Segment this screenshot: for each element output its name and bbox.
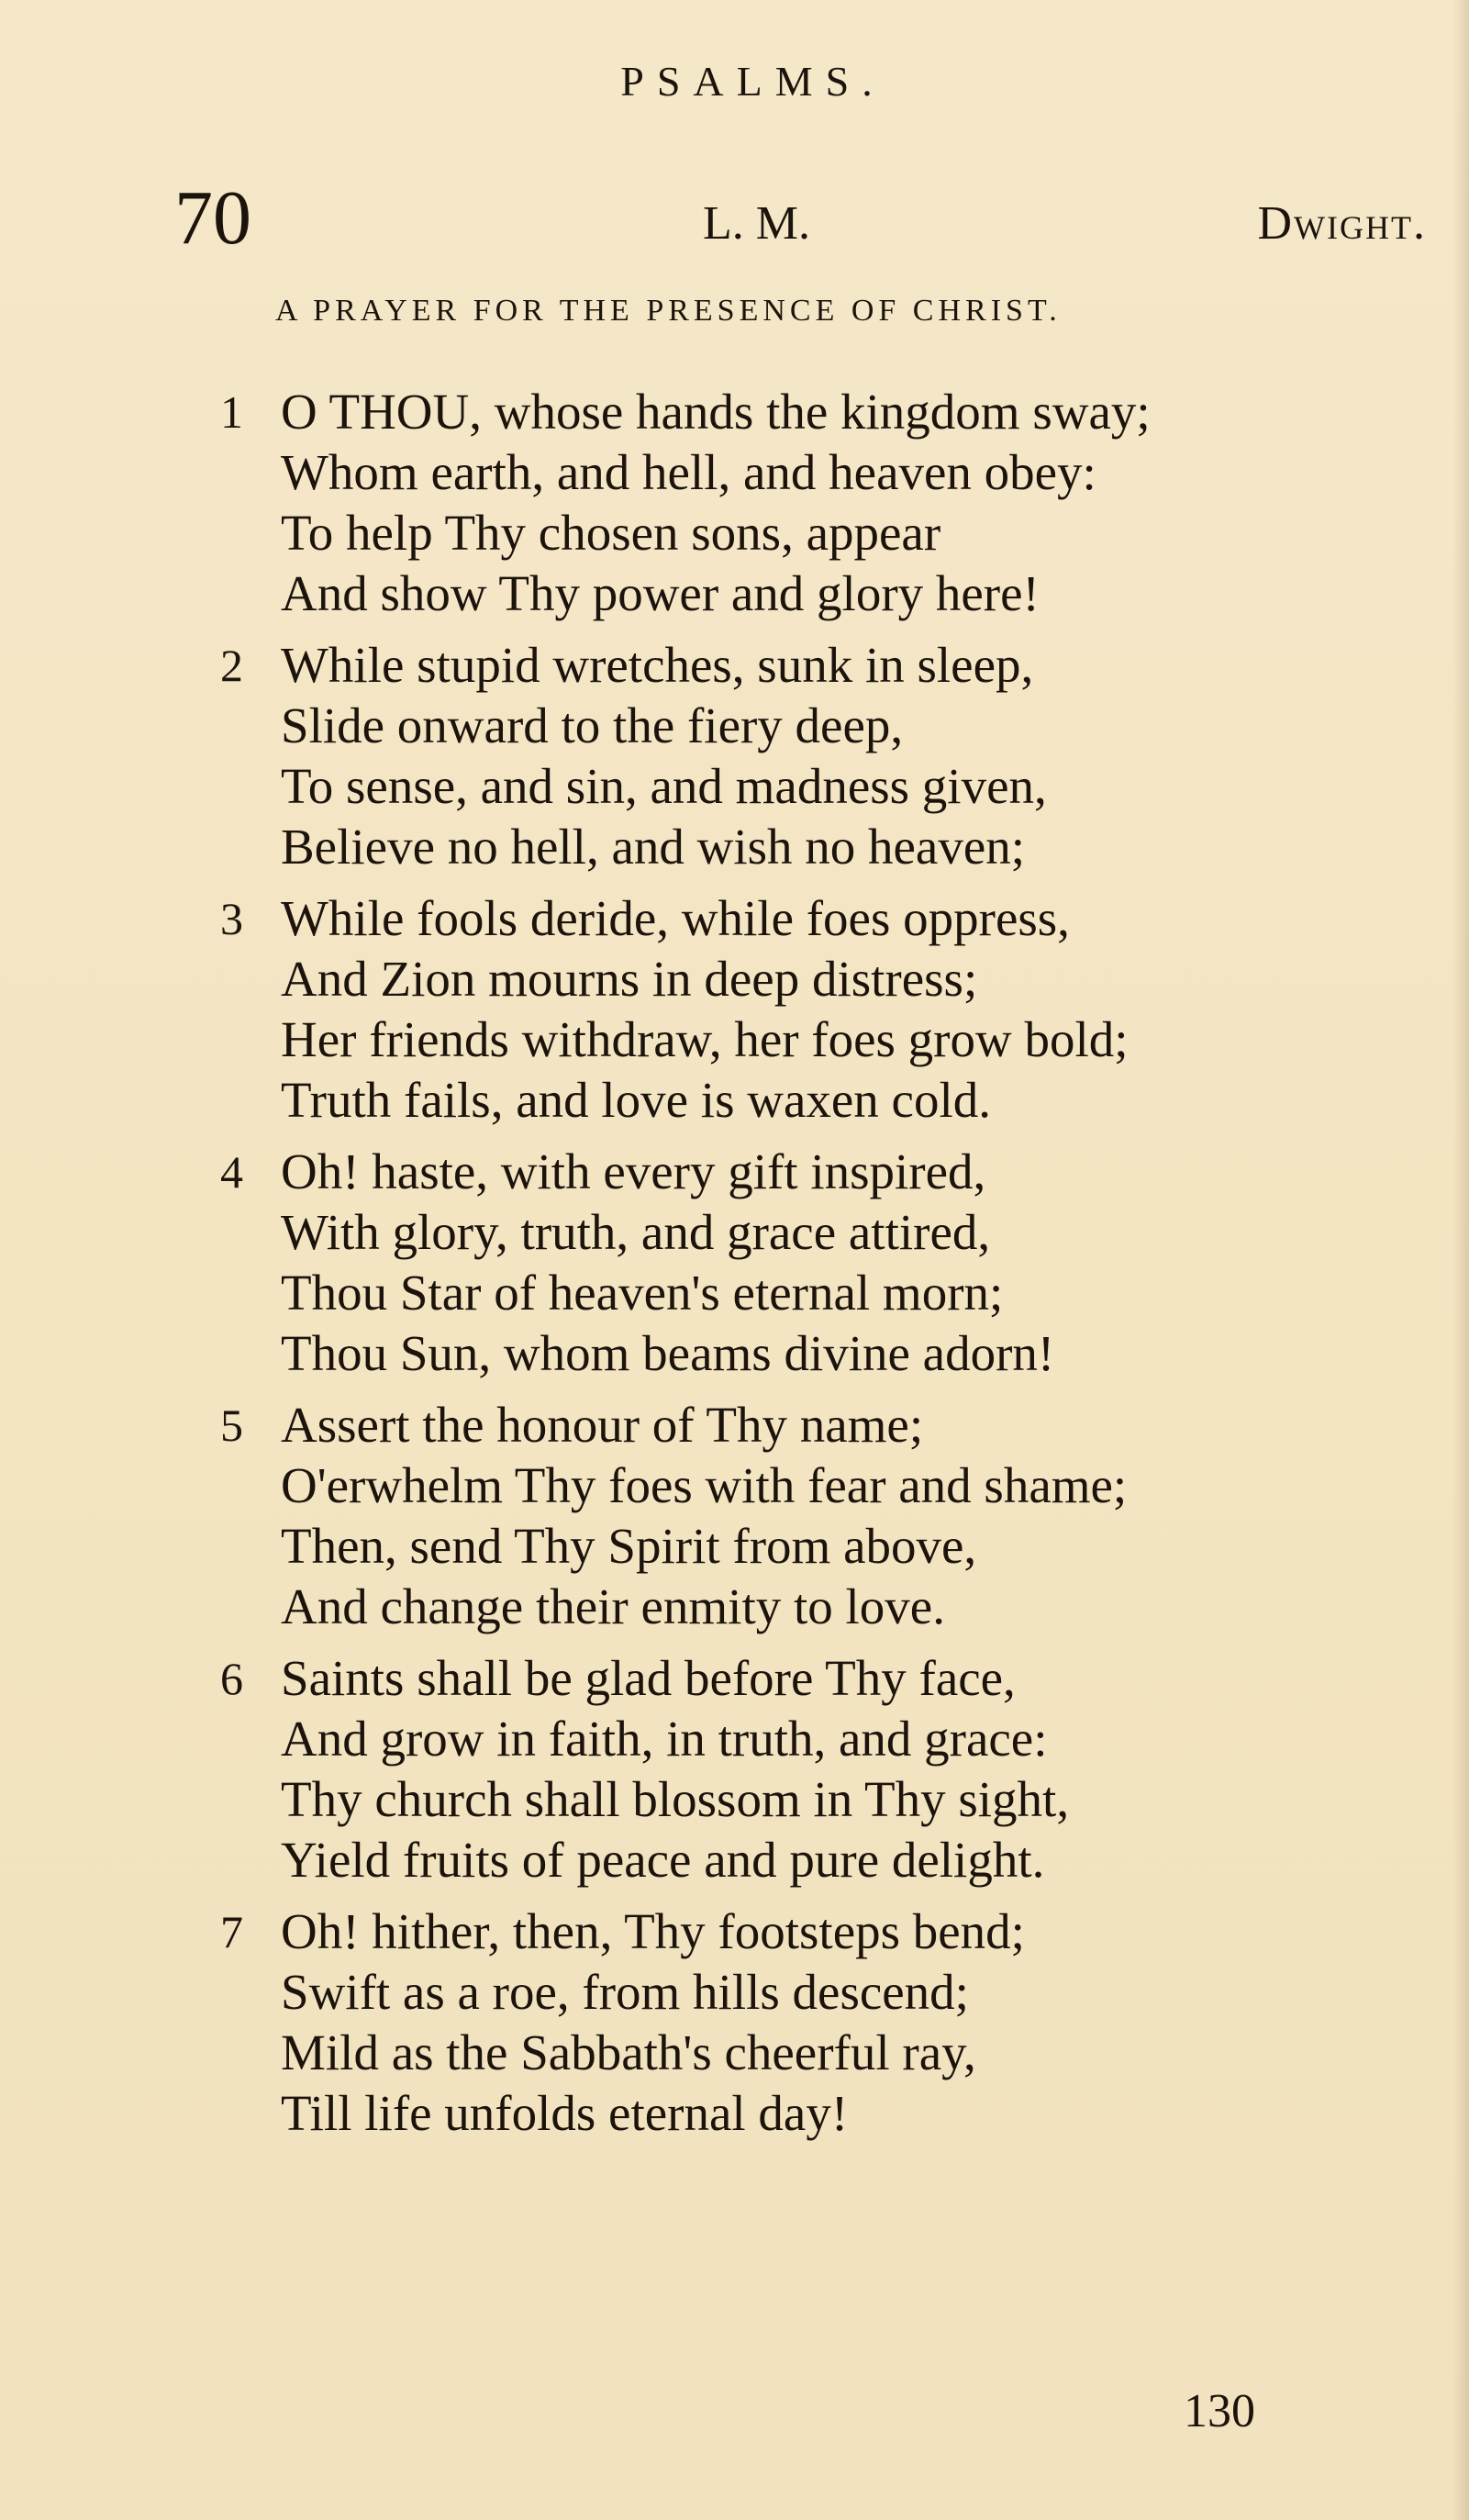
hymn-meter: L. M. <box>703 197 810 250</box>
stanza-lines <box>281 382 1151 624</box>
stanza-lines <box>281 635 1047 877</box>
stanza <box>0 1142 1469 1395</box>
verse-line: Oh! hither, then, Thy footsteps bend; <box>281 1903 1025 1959</box>
stanza <box>0 382 1469 635</box>
verse-line: Assert the honour of Thy name; <box>281 1397 924 1453</box>
stanza-number: 6 <box>220 1653 243 1704</box>
verse-line: O THOU, whose hands the kingdom sway; <box>281 384 1151 440</box>
verse-line: Till life unfolds eternal day! <box>281 2085 849 2141</box>
stanza-number: 2 <box>220 640 243 691</box>
stanza <box>0 1901 1469 2155</box>
stanza <box>0 1648 1469 1901</box>
stanza-number: 5 <box>220 1399 243 1451</box>
verse-line: Then, send Thy Spirit from above, <box>281 1518 977 1574</box>
verse-line: While stupid wretches, sunk in sleep, <box>281 637 1034 693</box>
hymn-number: 70 <box>174 175 251 261</box>
stanza-lines <box>281 1395 1127 1637</box>
verse-line: Believe no hell, and wish no heaven; <box>281 819 1026 875</box>
verse-line: Truth fails, and love is waxen cold. <box>281 1072 991 1128</box>
verse-line: Thou Star of heaven's eternal morn; <box>281 1265 1004 1321</box>
verse-line: Slide onward to the fiery deep, <box>281 697 904 753</box>
page-number: 130 <box>1184 2385 1255 2437</box>
verse-line: Thy church shall blossom in Thy sight, <box>281 1771 1070 1827</box>
verse-line: While fools deride, while foes oppress, <box>281 890 1070 946</box>
hymn-author: Dwight. <box>1257 197 1427 250</box>
verse-line: Yield fruits of peace and pure delight. <box>281 1832 1045 1888</box>
verse-line: Whom earth, and hell, and heaven obey: <box>281 444 1096 500</box>
verse-line: Mild as the Sabbath's cheerful ray, <box>281 2024 976 2080</box>
verse-line: Thou Sun, whom beams divine adorn! <box>281 1325 1055 1381</box>
stanza-lines <box>281 1142 1054 1384</box>
stanza <box>0 1395 1469 1648</box>
stanza-number: 7 <box>220 1906 243 1957</box>
verse-line: And show Thy power and glory here! <box>281 565 1040 621</box>
stanza <box>0 888 1469 1142</box>
stanza-lines <box>281 1648 1069 1890</box>
verse-line: Swift as a roe, from hills descend; <box>281 1964 969 2020</box>
stanza <box>0 635 1469 888</box>
verse-line: Her friends withdraw, her foes grow bold; <box>281 1011 1129 1067</box>
stanza-lines <box>281 888 1129 1131</box>
verse-line: To sense, and sin, and madness given, <box>281 758 1047 814</box>
stanza-number: 3 <box>220 893 243 944</box>
verse-line: Oh! haste, with every gift inspired, <box>281 1143 986 1199</box>
stanza-number: 1 <box>220 386 243 438</box>
verse-line: And Zion mourns in deep distress; <box>281 951 978 1007</box>
verse-line: And change their enmity to love. <box>281 1578 945 1634</box>
verse-line: O'erwhelm Thy foes with fear and shame; <box>281 1457 1128 1513</box>
verse-line: To help Thy chosen sons, appear <box>281 505 941 561</box>
verse-line: Saints shall be glad before Thy face, <box>281 1650 1016 1706</box>
hymn-subtitle: A PRAYER FOR THE PRESENCE OF CHRIST. <box>275 294 1062 328</box>
verse-line: With glory, truth, and grace attired, <box>281 1204 991 1260</box>
stanza-lines <box>281 1901 1025 2144</box>
stanza-number: 4 <box>220 1146 243 1198</box>
running-head: PSALMS. <box>620 58 885 105</box>
verse-line: And grow in faith, in truth, and grace: <box>281 1711 1048 1767</box>
stanza-list <box>0 382 1469 2155</box>
